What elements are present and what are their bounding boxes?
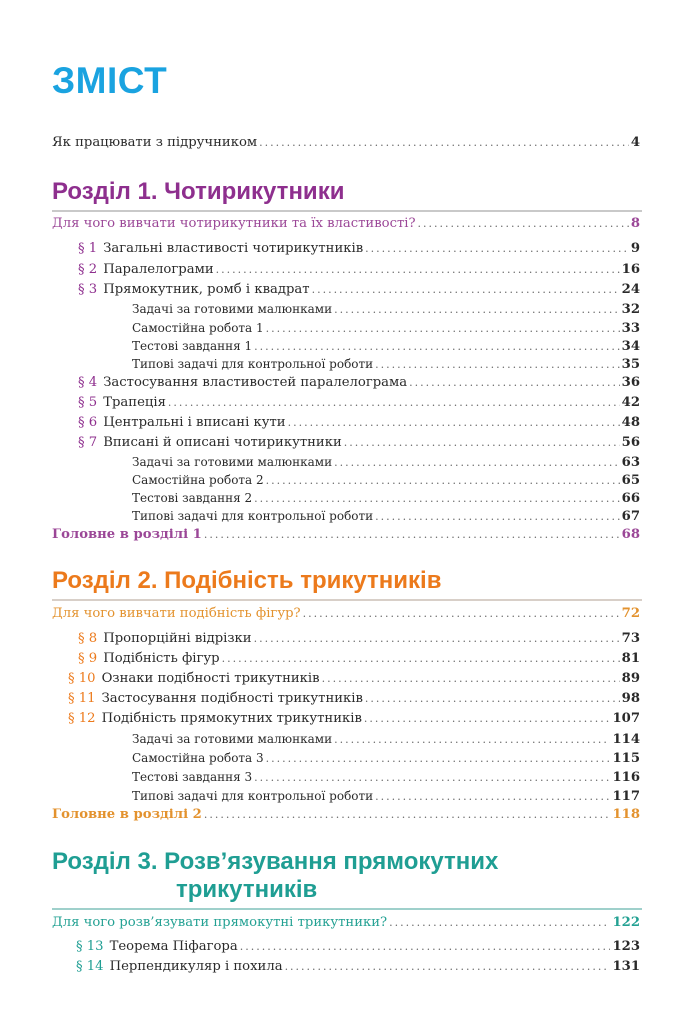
section-number: § 10 <box>68 671 96 686</box>
leader-dots <box>418 215 629 233</box>
entry-page: 16 <box>621 262 640 277</box>
entry-label: Задачі за готовими малюнками <box>132 732 333 746</box>
entry-label: Для чого розв’язувати прямокутні трикутники? <box>52 915 388 930</box>
toc-entry-summary[interactable] <box>52 806 640 824</box>
entry-page: 9 <box>630 241 640 256</box>
entry-page: 89 <box>621 671 640 686</box>
entry-page: 48 <box>621 415 640 430</box>
entry-label: Типові задачі для контрольної роботи <box>132 509 374 523</box>
chapter-3-title-line2: трикутників <box>176 876 318 903</box>
toc-entry-section[interactable] <box>76 938 640 956</box>
entry-label: Тестові завдання 1 <box>132 339 253 353</box>
entry-label: Головне в розділі 1 <box>52 527 202 542</box>
leader-dots <box>254 630 620 648</box>
toc-entry-intro[interactable] <box>52 134 640 152</box>
entry-page: 81 <box>621 651 640 666</box>
section-number: § 1 <box>78 241 98 256</box>
entry-page: 117 <box>612 789 640 804</box>
entry-page: 114 <box>612 732 640 747</box>
leader-dots <box>364 710 611 728</box>
entry-label: Застосування подібності трикутників <box>101 691 363 706</box>
leader-dots <box>322 670 620 688</box>
entry-page: 73 <box>621 631 640 646</box>
toc-entry-sub[interactable] <box>132 730 640 749</box>
toc-entry-why[interactable] <box>52 215 640 233</box>
entry-label: Самостійна робота 3 <box>132 751 264 765</box>
chapter-2-rule <box>52 599 642 601</box>
entry-page: 72 <box>621 606 640 621</box>
toc-entry-sub[interactable] <box>132 787 640 806</box>
leader-dots <box>375 788 610 806</box>
entry-page: 56 <box>621 435 640 450</box>
entry-label: Подібність прямокутних трикутників <box>101 711 362 726</box>
leader-dots <box>312 281 620 299</box>
entry-label: Самостійна робота 1 <box>132 321 264 335</box>
entry-label: Головне в розділі 2 <box>52 807 202 822</box>
toc-entry-section[interactable] <box>78 240 640 258</box>
entry-label: Прямокутник, ромб і квадрат <box>103 282 310 297</box>
section-number: § 12 <box>68 711 96 726</box>
leader-dots <box>334 731 610 749</box>
toc-entry-sub[interactable] <box>132 489 640 508</box>
toc-entry-section[interactable] <box>68 670 640 688</box>
entry-label: Перпендикуляр і похила <box>109 959 283 974</box>
leader-dots <box>303 605 620 623</box>
leader-dots <box>389 914 610 932</box>
chapter-2-title: Розділ 2. Подібність трикутників <box>52 567 442 594</box>
entry-label: Задачі за готовими малюнками <box>132 302 333 316</box>
entry-label: Центральні і вписані кути <box>103 415 286 430</box>
entry-page: 116 <box>612 770 640 785</box>
leader-dots <box>254 769 610 787</box>
entry-page: 24 <box>621 282 640 297</box>
entry-page: 65 <box>621 473 640 488</box>
toc-entry-sub[interactable] <box>132 768 640 787</box>
toc-entry-sub[interactable] <box>132 300 640 319</box>
entry-page: 36 <box>621 375 640 390</box>
leader-dots <box>204 806 611 824</box>
section-number: § 14 <box>76 959 104 974</box>
section-number: § 7 <box>78 435 98 450</box>
page-title: ЗМІСТ <box>52 60 168 101</box>
leader-dots <box>334 454 620 472</box>
entry-page: 63 <box>621 455 640 470</box>
entry-label: Самостійна робота 2 <box>132 473 264 487</box>
leader-dots <box>222 650 620 668</box>
toc-entry-section[interactable] <box>76 958 640 976</box>
leader-dots <box>168 394 620 412</box>
section-number: § 11 <box>68 691 96 706</box>
entry-page: 115 <box>612 751 640 766</box>
leader-dots <box>334 301 620 319</box>
entry-page: 4 <box>630 135 640 150</box>
entry-label: Ознаки подібності трикутників <box>101 671 320 686</box>
toc-entry-section[interactable] <box>68 690 640 708</box>
entry-page: 33 <box>621 321 640 336</box>
toc-entry-section[interactable] <box>78 434 640 452</box>
toc-entry-why[interactable] <box>52 605 640 623</box>
section-number: § 6 <box>78 415 98 430</box>
entry-label: Подібність фігур <box>103 651 220 666</box>
section-number: § 2 <box>78 262 98 277</box>
leader-dots <box>344 434 620 452</box>
entry-label: Як працювати з підручником <box>52 135 258 150</box>
leader-dots <box>375 508 619 526</box>
section-number: § 4 <box>78 375 98 390</box>
toc-entry-section[interactable] <box>78 414 640 432</box>
leader-dots <box>365 240 629 258</box>
leader-dots <box>409 374 619 392</box>
entry-page: 35 <box>621 357 640 372</box>
entry-page: 107 <box>612 711 640 726</box>
entry-label: Вписані й описані чотирикутники <box>103 435 342 450</box>
toc-entry-summary[interactable] <box>52 526 640 544</box>
entry-page: 68 <box>621 527 640 542</box>
leader-dots <box>365 690 620 708</box>
entry-label: Пропорційні відрізки <box>103 631 252 646</box>
entry-page: 66 <box>621 491 640 506</box>
toc-entry-sub[interactable] <box>132 355 640 374</box>
toc-entry-section[interactable] <box>78 630 640 648</box>
chapter-1-title: Розділ 1. Чотирикутники <box>52 178 345 205</box>
entry-label: Для чого вивчати подібність фігур? <box>52 606 301 621</box>
entry-page: 42 <box>621 395 640 410</box>
entry-page: 131 <box>612 959 640 974</box>
toc-entry-sub[interactable] <box>132 507 640 526</box>
toc-entry-section[interactable] <box>78 374 640 392</box>
toc-entry-sub[interactable] <box>132 471 640 490</box>
leader-dots <box>266 320 620 338</box>
entry-page: 8 <box>630 216 640 231</box>
entry-label: Теорема Піфагора <box>109 939 238 954</box>
toc-entry-sub[interactable] <box>132 749 640 768</box>
leader-dots <box>266 750 611 768</box>
toc-entry-section[interactable] <box>68 710 640 728</box>
leader-dots <box>266 472 620 490</box>
leader-dots <box>254 338 620 356</box>
leader-dots <box>240 938 611 956</box>
toc-entry-sub[interactable] <box>132 319 640 338</box>
entry-page: 122 <box>612 915 640 930</box>
leader-dots <box>204 526 620 544</box>
entry-label: Задачі за готовими малюнками <box>132 455 333 469</box>
entry-page: 118 <box>612 807 640 822</box>
section-number: § 9 <box>78 651 98 666</box>
leader-dots <box>375 356 619 374</box>
entry-label: Загальні властивості чотирикутників <box>103 241 364 256</box>
leader-dots <box>216 261 620 279</box>
leader-dots <box>254 490 620 508</box>
entry-label: Тестові завдання 3 <box>132 770 253 784</box>
entry-page: 32 <box>621 302 640 317</box>
toc-entry-sub[interactable] <box>132 453 640 472</box>
leader-dots <box>285 958 611 976</box>
toc-entry-sub[interactable] <box>132 337 640 356</box>
toc-entry-why[interactable] <box>52 914 640 932</box>
section-number: § 5 <box>78 395 98 410</box>
section-number: § 13 <box>76 939 104 954</box>
leader-dots <box>288 414 620 432</box>
toc-entry-section[interactable] <box>78 650 640 668</box>
entry-label: Застосування властивостей паралелограма <box>103 375 408 390</box>
entry-label: Тестові завдання 2 <box>132 491 253 505</box>
section-number: § 8 <box>78 631 98 646</box>
chapter-3-rule <box>52 908 642 910</box>
entry-page: 34 <box>621 339 640 354</box>
entry-label: Трапеція <box>103 395 166 410</box>
toc-entry-section[interactable] <box>78 281 640 299</box>
entry-page: 123 <box>612 939 640 954</box>
chapter-3-title-line1: Розділ 3. Розв’язування прямокутних <box>52 848 499 875</box>
entry-label: Типові задачі для контрольної роботи <box>132 357 374 371</box>
entry-page: 98 <box>621 691 640 706</box>
section-number: § 3 <box>78 282 98 297</box>
toc-entry-section[interactable] <box>78 394 640 412</box>
entry-label: Для чого вивчати чотирикутники та їх властивості? <box>52 216 416 231</box>
entry-page: 67 <box>621 509 640 524</box>
entry-label: Паралелограми <box>103 262 214 277</box>
chapter-1-rule <box>52 210 642 212</box>
entry-label: Типові задачі для контрольної роботи <box>132 789 374 803</box>
toc-entry-section[interactable] <box>78 261 640 279</box>
leader-dots <box>259 134 629 152</box>
